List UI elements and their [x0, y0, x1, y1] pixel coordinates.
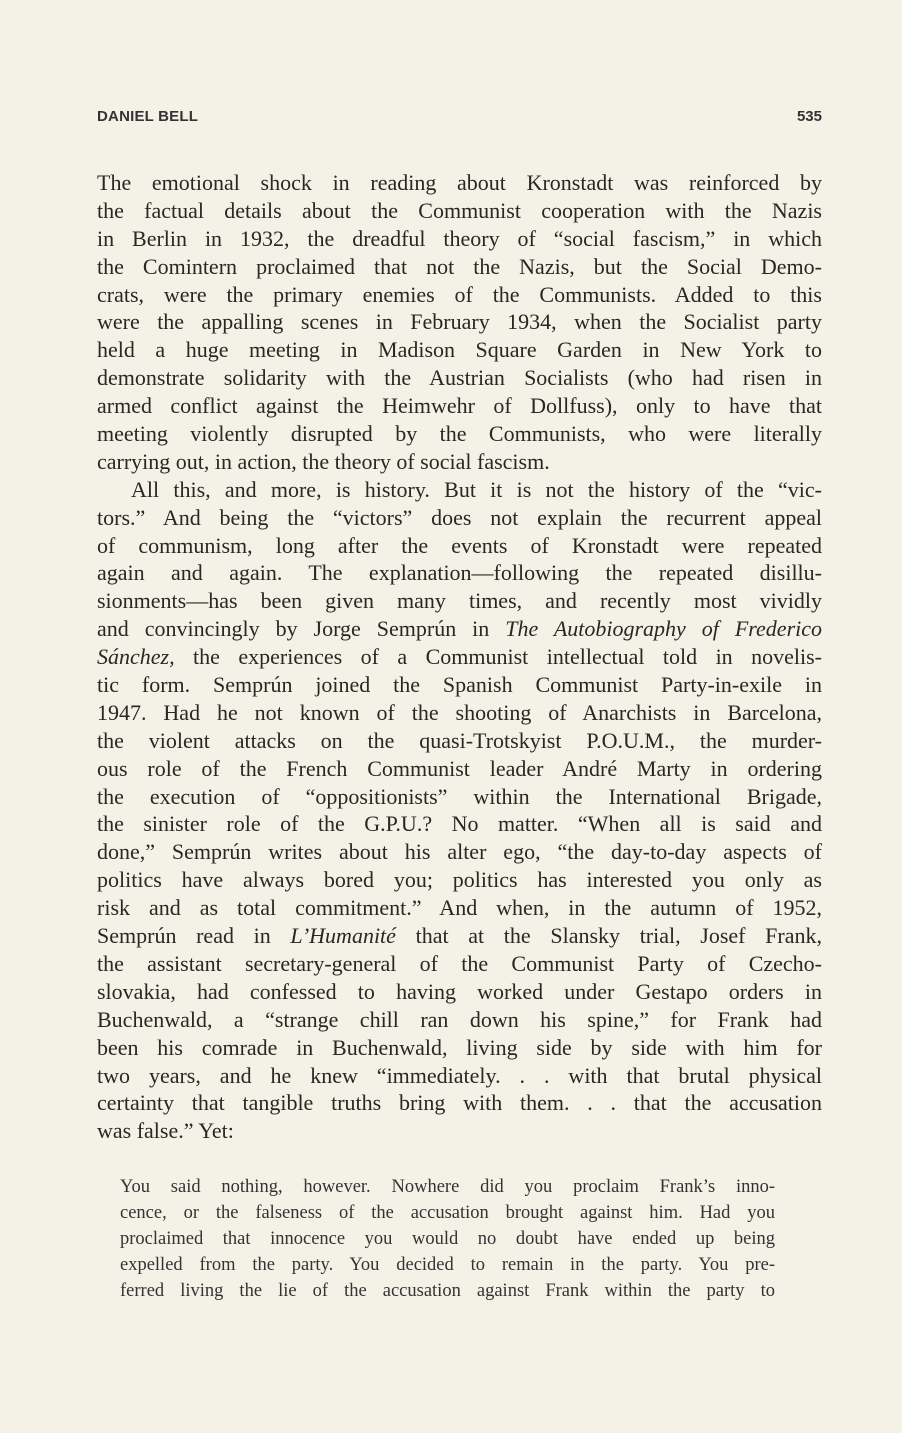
text-run: of communism, long after the events of Kronstadt were repeated [97, 532, 822, 558]
text-line [97, 699, 822, 727]
italic-title: L’Humanité [290, 923, 396, 949]
text-line [97, 922, 822, 950]
text-line [97, 392, 822, 420]
text-line [97, 364, 822, 392]
text-line [97, 615, 822, 643]
text-line [97, 671, 822, 699]
text-line [120, 1174, 775, 1200]
text-line [97, 532, 822, 560]
text-line [97, 810, 822, 838]
text-line [97, 783, 822, 811]
text-line [97, 866, 822, 894]
text-run: done,” Semprún writes about his alter ego, “the day-to-day aspects of [97, 839, 822, 865]
text-run: the Comintern proclaimed that not the Nazis, but the Social Demo- [97, 253, 822, 279]
text-run: Semprún read in [97, 923, 291, 949]
text-run: was false.” Yet: [97, 1118, 234, 1144]
text-line [97, 1034, 822, 1062]
italic-title: The Autobiography of Frederico [505, 616, 823, 642]
text-line [97, 281, 822, 309]
text-run: the assistant secretary-general of the Communist Party of Czecho- [97, 950, 822, 976]
text-run: two years, and he knew “immediately. . . with that brutal physical [97, 1062, 822, 1088]
text-line [97, 1089, 822, 1117]
text-line [97, 559, 822, 587]
text-line [97, 587, 822, 615]
paragraph [97, 169, 822, 476]
text-run: demonstrate solidarity with the Austrian Socialists (who had risen in [97, 365, 822, 391]
text-run: All this, and more, is history. But it is not the history of the “vic- [131, 476, 822, 502]
text-run: proclaimed that innocence you would no doubt have ended up being [120, 1229, 775, 1249]
text-run: You said nothing, however. Nowhere did you proclaim Frank’s inno- [120, 1177, 775, 1197]
text-line [120, 1200, 775, 1226]
text-run: that at the Slansky trial, Josef Frank, [395, 923, 823, 949]
text-run: the violent attacks on the quasi-Trotskyist P.O.U.M., the murder- [97, 727, 822, 753]
text-line [97, 253, 822, 281]
text-run: risk and as total commitment.” And when, in the autumn of 1952, [97, 895, 822, 921]
text-run: were the appalling scenes in February 1934, when the Socialist party [97, 309, 822, 335]
italic-title: Sánchez, [97, 644, 175, 670]
text-run: held a huge meeting in Madison Square Garden in New York to [97, 337, 822, 363]
text-run: tors.” And being the “victors” does not explain the recurrent appeal [97, 504, 822, 530]
text-line [120, 1226, 775, 1252]
block-quote [120, 1174, 775, 1304]
running-head-author: DANIEL BELL [97, 108, 199, 125]
body-text [97, 169, 822, 1145]
text-run: and convincingly by Jorge Semprún in [97, 616, 506, 642]
text-line [120, 1278, 775, 1304]
running-head [97, 106, 822, 130]
text-run: armed conflict against the Heimwehr of Dollfuss), only to have that [97, 393, 822, 419]
text-run: in Berlin in 1932, the dreadful theory of “social fascism,” in which [97, 225, 822, 251]
text-run: crats, were the primary enemies of the Communists. Added to this [97, 281, 822, 307]
text-run: meeting violently disrupted by the Communists, who were literally [97, 421, 822, 447]
text-run: 1947. Had he not known of the shooting of Anarchists in Barcelona, [97, 699, 822, 725]
text-line [97, 1117, 822, 1145]
text-line [97, 420, 822, 448]
text-run: slovakia, had confessed to having worked under Gestapo orders in [97, 978, 822, 1004]
text-line [97, 476, 822, 504]
text-run: again and again. The explanation—following the repeated disillu- [97, 560, 822, 586]
text-line [97, 1062, 822, 1090]
text-run: the factual details about the Communist cooperation with the Nazis [97, 197, 822, 223]
text-run: carrying out, in action, the theory of social fascism. [97, 448, 550, 474]
text-line [97, 448, 822, 476]
text-run: been his comrade in Buchenwald, living side by side with him for [97, 1034, 822, 1060]
paragraph [97, 476, 822, 1145]
page-number: 535 [796, 108, 822, 125]
text-run: ferred living the lie of the accusation against Frank within the party to [120, 1281, 775, 1301]
text-run: the sinister role of the G.P.U.? No matter. “When all is said and [97, 811, 822, 837]
text-line [97, 336, 822, 364]
text-run: sionments—has been given many times, and recently most vividly [97, 588, 822, 614]
text-line [97, 978, 822, 1006]
text-run: ous role of the French Communist leader André Marty in ordering [97, 755, 822, 781]
text-line [97, 1006, 822, 1034]
text-run: The emotional shock in reading about Kronstadt was reinforced by [97, 170, 822, 195]
text-run: certainty that tangible truths bring with them. . . that the accusation [97, 1090, 822, 1116]
text-run: cence, or the falseness of the accusation brought against him. Had you [120, 1203, 775, 1223]
text-run: the execution of “oppositionists” within the International Brigade, [97, 783, 822, 809]
text-line [120, 1252, 775, 1278]
text-line [97, 755, 822, 783]
text-line [97, 308, 822, 336]
text-run: Buchenwald, a “strange chill ran down his spine,” for Frank had [97, 1006, 822, 1032]
text-line [97, 169, 822, 197]
text-run: tic form. Semprún joined the Spanish Communist Party-in-exile in [97, 672, 822, 698]
text-line [97, 643, 822, 671]
text-line [97, 838, 822, 866]
text-line [97, 727, 822, 755]
text-line [97, 225, 822, 253]
text-run: politics have always bored you; politics has interested you only as [97, 867, 822, 893]
text-line [97, 504, 822, 532]
text-line [97, 894, 822, 922]
text-run: expelled from the party. You decided to remain in the party. You pre- [120, 1255, 775, 1275]
text-line [97, 950, 822, 978]
text-line [97, 197, 822, 225]
text-run: the experiences of a Communist intellectual told in novelis- [174, 644, 822, 670]
